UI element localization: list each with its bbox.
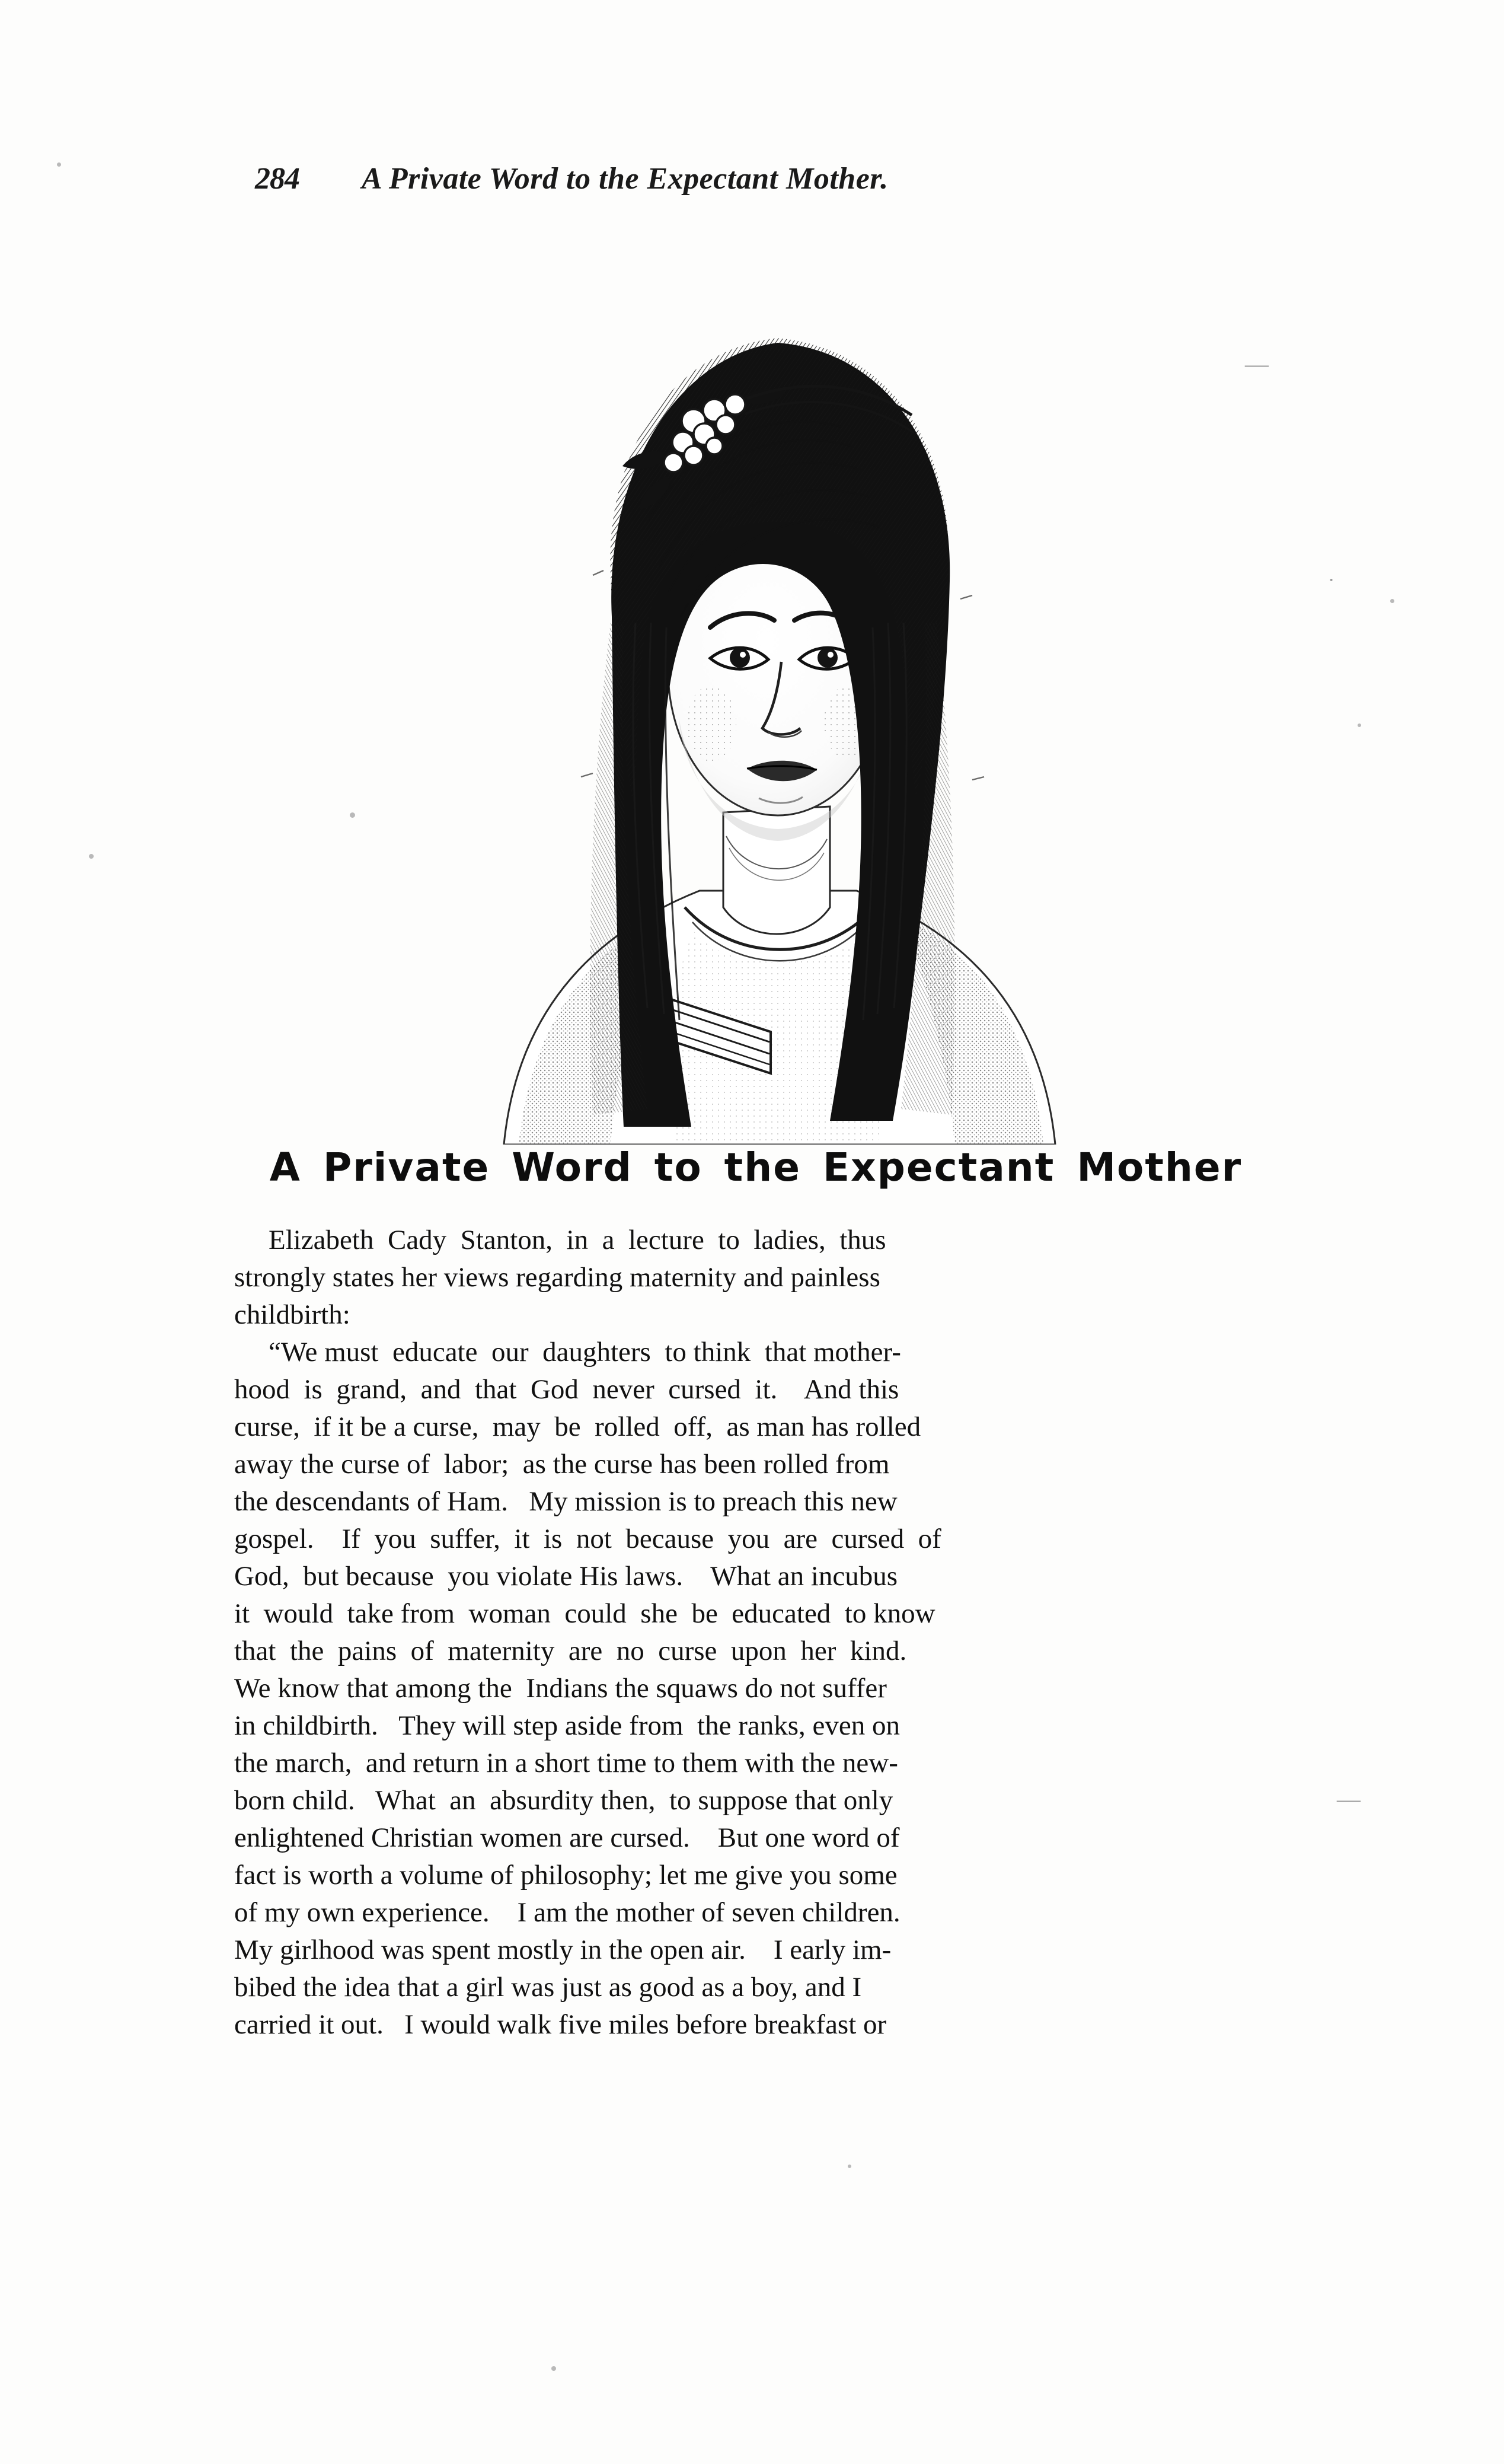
text-line: of my own experience. I am the mother of seven children. xyxy=(234,1897,901,1928)
scan-speck xyxy=(1358,723,1361,727)
article-title: A Private Word to the Expectant Mother xyxy=(269,1145,1243,1190)
running-head xyxy=(255,161,1263,203)
scan-speck xyxy=(350,812,355,818)
page-number: 284 xyxy=(255,162,299,196)
scan-speck xyxy=(89,854,94,859)
scan-speck xyxy=(57,162,61,167)
text-line: hood is grand, and that God never cursed it. And this xyxy=(234,1374,899,1405)
scan-speck xyxy=(1390,599,1394,603)
text-line: the descendants of Ham. My mission is to preach this new xyxy=(234,1486,898,1517)
scan-speck xyxy=(848,2165,851,2168)
text-line: My girlhood was spent mostly in the open air. I early im- xyxy=(234,1934,892,1965)
text-line: curse, if it be a curse, may be rolled off, as man has rolled xyxy=(234,1411,921,1442)
text-line: the march, and return in a short time to them with the new- xyxy=(234,1748,898,1778)
text-line: enlightened Christian women are cursed. But one word of xyxy=(234,1822,900,1853)
text-line: away the curse of labor; as the curse has been rolled from xyxy=(234,1449,890,1480)
text-line: We know that among the Indians the squaws do not suffer xyxy=(234,1673,887,1704)
paragraph-quotation xyxy=(234,1334,1278,2044)
scan-mark: — xyxy=(1245,350,1269,377)
text-line: in childbirth. They will step aside from the ranks, even on xyxy=(234,1710,900,1741)
scan-mark: · xyxy=(1328,569,1335,591)
paragraph-intro xyxy=(234,1222,1278,1334)
text-line: born child. What an absurdity then, to suppose that only xyxy=(234,1785,893,1816)
article-body xyxy=(234,1222,1278,2044)
text-line: strongly states her views regarding maternity and painless xyxy=(234,1262,880,1293)
text-line: Elizabeth Cady Stanton, in a lecture to ladies, thus xyxy=(269,1225,886,1255)
text-line: gospel. If you suffer, it is not because you are cursed of xyxy=(234,1523,941,1554)
scan-speck xyxy=(551,2366,556,2371)
text-line: carried it out. I would walk five miles before breakfast or xyxy=(234,2009,887,2040)
text-line: God, but because you violate His laws. What an incubus xyxy=(234,1561,898,1592)
text-line: fact is worth a volume of philosophy; let me give you some xyxy=(234,1860,898,1891)
text-line: bibed the idea that a girl was just as good as a boy, and I xyxy=(234,1972,862,2003)
running-head-title: A Private Word to the Expectant Mother. xyxy=(362,162,889,196)
portrait-illustration xyxy=(415,243,1138,1145)
scan-mark: — xyxy=(1337,1786,1361,1812)
text-line: childbirth: xyxy=(234,1299,350,1330)
text-line: that the pains of maternity are no curse upon her kind. xyxy=(234,1636,907,1666)
text-line: “We must educate our daughters to think that mother- xyxy=(269,1337,901,1368)
text-line: it would take from woman could she be educated to know xyxy=(234,1598,935,1629)
